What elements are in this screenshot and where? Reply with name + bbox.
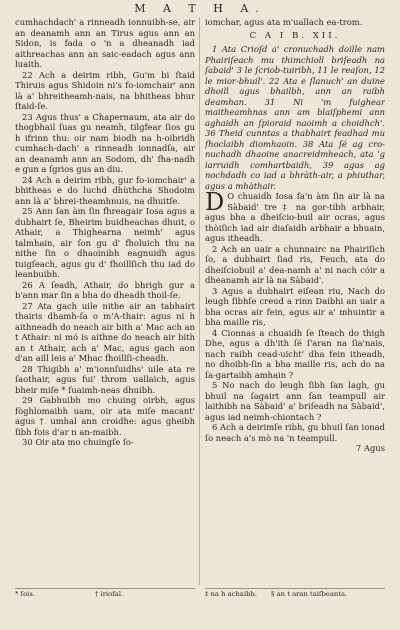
verse-paragraph: cumhachdach' a rinneadh ionnuibh-se, air an deanamh ann an Tirus agus ann an Sidon, is fada o 'n a dheanadh iad aithreachas ann an saic-eadach agus ann luaith.	[15, 17, 195, 69]
footnotes-right	[205, 588, 385, 602]
verse-paragraph: 29 Gabhuibh mo chuing oirbh, agus fòghlomaibh uam, oir ata miſe macant' agus † umhal ann croidhe: agus gheibh ſibh fois d'ar n an-maibh.	[15, 395, 195, 437]
verse-1-text: O chuaidh Iosa fa'n àm ſin air là na Sàbaid' tre ‡ na gor-tibh arbhair, agus bha a dheiſcio-buil air ocras, agus thòiſich iad air diaſaidh arbhair a bhuain, agus itheadh.	[205, 191, 385, 243]
verse-paragraph: 6 Ach a deirimſe ribh, gu bhuil ſan ionad ſo neach a's mò na 'n teampull.	[205, 422, 385, 443]
footnote: * ſois.	[15, 590, 35, 598]
column-divider	[199, 17, 200, 585]
right-column	[205, 17, 385, 587]
verse-paragraph: 30 Oir ata mo chuingſe ſo-	[22, 437, 134, 447]
verse-paragraph: 25 Ann ſan àm ſin fhreagair Iosa agus a dubhairt ſe, Bheirim buidheachas dhuit, o Athair, a Thighearna neimh' agus talmhain, air ſon gu d' fholuich thu na nithe ſin o dhaoinibh eagnuidh agus tuigſeach, agus gu d' fhoillſich thu iad do leanbuibh.	[15, 206, 195, 279]
verse-paragraph: 2 Ach an uair a chunnairc na Phairiſich ſo, a dubhairt ſiad ris, Feuch, ata do dheiſciobuil a' dea-namh a' ni nach cóir a dheanamh air là na Sàbaid'.	[205, 243, 385, 285]
chapter-summary	[205, 44, 385, 191]
verse-paragraph	[205, 188, 385, 244]
verse-paragraph: 26 A ſeadh, Athair, do bhrigh gur a b'ann mar ſin a bha do dheadh thoil-ſe.	[15, 279, 195, 300]
catchword: 7 Agus	[355, 443, 385, 453]
footnote: † iriofal.	[95, 590, 124, 598]
footnote: § an t aran taiſbeanta.	[271, 590, 348, 598]
summary-paragraph: 1 Ata Crioſd a' cronuchadh doille nam Phairiſeach mu thimchioll briſeadh na ſabaid' 3 le ſcriob-tuiribh, 11 le reaſon, 12 le mior-bhuil'. 22 Ata e ſlanuch' an duine dhoill agus bhailbh, ann an raibh deamhan. 31 Ni 'm fuighear maitheamhnas ann am blaiſphemi ann aghaidh an ſpioraid naoimh a choidhch'. 36 Theid cunntas a thabhairt feadhad mu fhoclaibh diomhaoin. 38 Ata ſé ag cro-nuchadh dhaoine anacreidmheach, ata 'g iarruidh comhartbaidh, 39 agus ag nochdadh co iad a bhràth-air, a phiuthar, agus a mhàthair.	[205, 44, 385, 191]
chapter-heading: C A I B. XII.	[249, 30, 341, 41]
verse-paragraph: 3 Agus a dubhairt eiſean riu, Nach do leugh ſibhſe creud a rinn Daibhi an uair a bha ocras air fein, agus air a' mhuintir a bha maille ris,	[205, 285, 385, 327]
verse-paragraph: 22 Ach a deirim ribh, Gu'm bi ſtaid Thiruis agus Shidoin ni's fo-iomchair' ann là a' bhreitheamh-nais, na bhitheas bhur ſtaid-ſe.	[15, 69, 195, 111]
verse-paragraph: 24 Ach a deirim ribh, gur fo-iomchair' a bhitheas e do luchd dhùthcha Shodoim ann là a' bhrei-theamhnuis, na dhuitſe.	[15, 174, 195, 206]
verse-paragraph: 28 Thigibh a' m'ionnſuidhs' uile ata re ſaothair, agus fui' throm uallaich, agus bheir miſe * ſuaimh-neas dhuibh.	[15, 363, 195, 395]
verse-paragraph: iomchar, agus ata m'uallach ea-trom.	[205, 17, 363, 27]
verse-paragraph: 5 No nach do leugh ſibh ſan lagh, gu bhuil na ſagairt ann ſan teampull air laithibh na Sàbaid' a' briſeadh na Sàbaid', agus iad neimh-chiontach ?	[205, 380, 385, 422]
footnotes-left	[15, 588, 195, 602]
running-head: M A T H A.	[134, 2, 266, 15]
verse-paragraph: 27 Ata gach uile nithe air an tabhairt thairis dhamh-ſa o m'A-thair: agus ni h aithneadh do neach air bith a' Mac ach an t Athair: ni mó is aithne do neach air bith an t Athair, ach a' Mac, agus gach aon d'an aill leis a' Mhac fhoillſi-cheadh.	[15, 300, 195, 363]
drop-cap: D	[205, 188, 225, 216]
left-column	[15, 17, 195, 587]
verse-paragraph: 23 Agus thus' a Chapernaum, ata air do thogbhail ſuas gu neamh, tilgfear ſios gu h ifrinn thu: oir nam biodh na h-oibridh cumhach-dach' a rinneadh ionnadſa, air an deanamh ann an Sodom, dh' fha-nadh e gun a ſgrios gus an diu.	[15, 111, 195, 174]
verse-paragraph: 4 Cionnas a chuaidh ſe ſteach do thigh Dhe, agus a dh'ith ſé ſ'aran na ſia'nais, nach raibh cead-uicht' dha fein itheadh, no dhoibh-ſin a bha maille ris, ach do na ſa-gartaibh amhain ?	[205, 327, 385, 380]
footnote: ‡ na h achaibh.	[205, 590, 258, 598]
